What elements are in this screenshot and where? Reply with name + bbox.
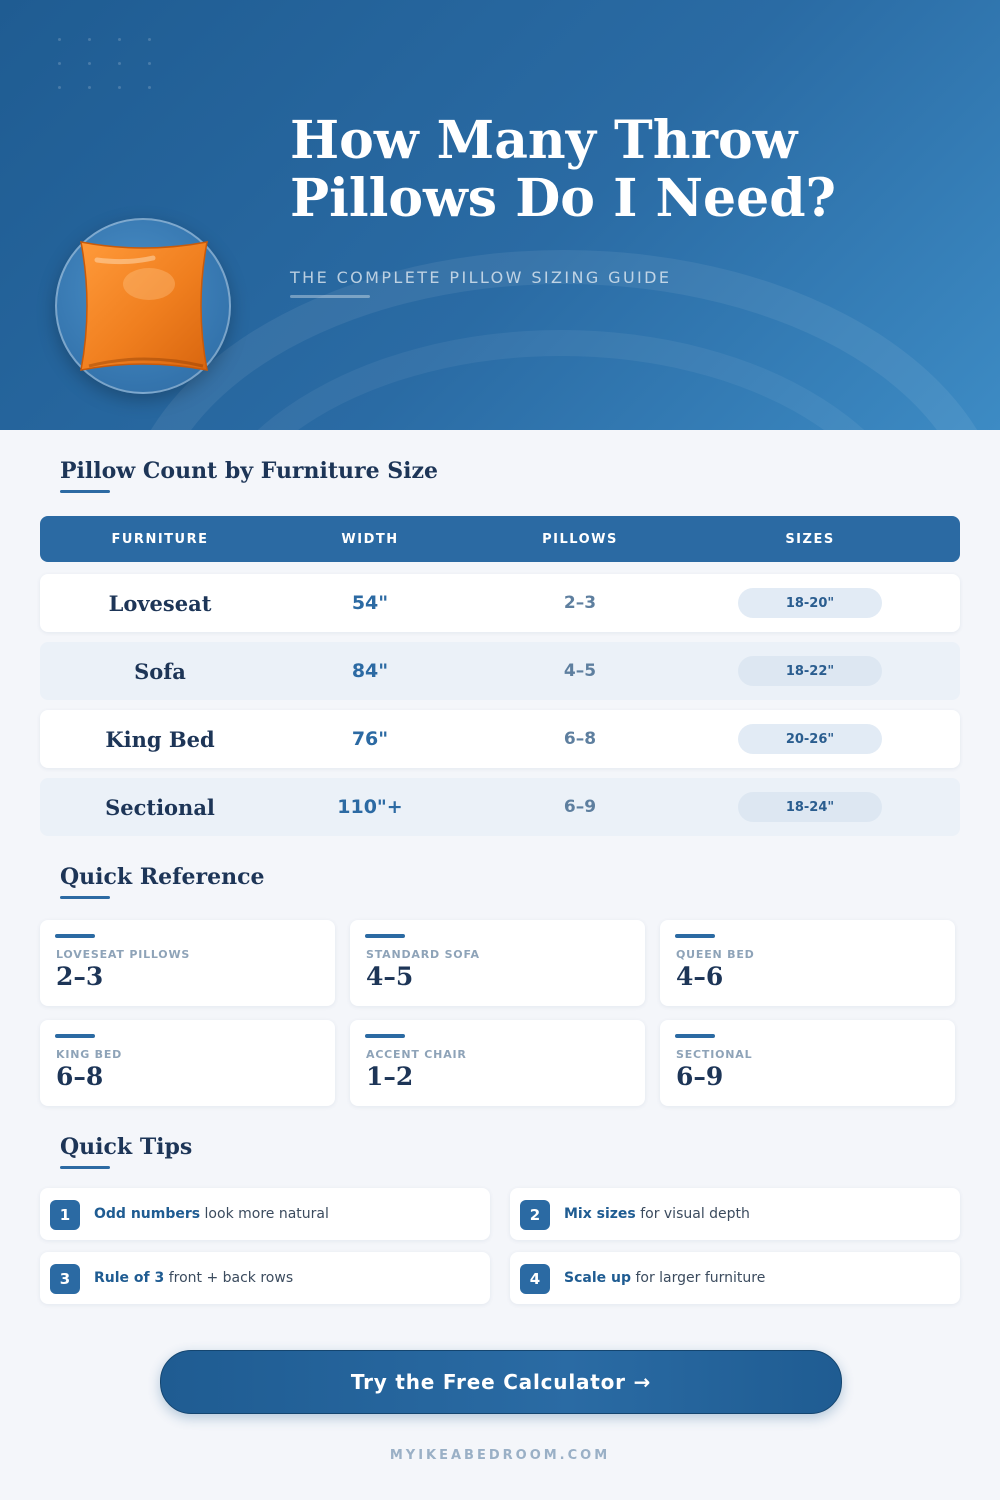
- card-accent-bar: [365, 1034, 405, 1038]
- size-badge: 18-20": [738, 588, 882, 618]
- tip-description: for larger furniture: [631, 1270, 766, 1286]
- furniture-width: 54": [351, 592, 389, 614]
- card-accent-bar: [55, 1034, 95, 1038]
- pillow-count: 2–3: [563, 593, 597, 613]
- reference-label: SECTIONAL: [676, 1048, 753, 1061]
- tip-number-badge: 4: [520, 1264, 550, 1294]
- table-row: [40, 778, 960, 836]
- tip-text: [94, 1188, 329, 1240]
- tip-emphasis: Odd numbers: [94, 1206, 201, 1222]
- reference-value: 6–9: [676, 1062, 724, 1091]
- card-accent-bar: [675, 1034, 715, 1038]
- reference-card: [350, 920, 645, 1006]
- title-line-1: How Many Throw: [290, 110, 798, 171]
- footer-site-link[interactable]: MYIKEABEDROOM.COM: [389, 1448, 611, 1463]
- pillow-count: 6–8: [563, 729, 597, 749]
- reference-label: QUEEN BED: [676, 948, 755, 961]
- reference-card: [40, 1020, 335, 1106]
- reference-card: [40, 920, 335, 1006]
- page-title: [290, 112, 930, 228]
- tip-number-badge: 2: [520, 1200, 550, 1230]
- card-accent-bar: [365, 934, 405, 938]
- section-underline: [60, 896, 110, 899]
- page-subtitle: THE COMPLETE PILLOW SIZING GUIDE: [290, 268, 672, 287]
- reference-value: 4–6: [676, 962, 724, 991]
- column-header-width: WIDTH: [341, 531, 399, 547]
- pillow-illustration: [55, 218, 231, 394]
- tip-text: [94, 1252, 293, 1304]
- tip-card: [510, 1188, 960, 1240]
- quick-reference-title: Quick Reference: [60, 864, 265, 890]
- free-calculator-button[interactable]: Try the Free Calculator →: [160, 1350, 842, 1414]
- tip-card: [40, 1188, 490, 1240]
- furniture-name: King Bed: [105, 726, 215, 752]
- reference-card: [660, 920, 955, 1006]
- column-header-pillows: PILLOWS: [542, 531, 618, 547]
- table-header: [40, 516, 960, 562]
- tip-number-badge: 3: [50, 1264, 80, 1294]
- furniture-width: 110"+: [337, 796, 403, 818]
- reference-label: ACCENT CHAIR: [366, 1048, 467, 1061]
- card-accent-bar: [55, 934, 95, 938]
- table-row: [40, 642, 960, 700]
- size-badge: 18-24": [738, 792, 882, 822]
- reference-value: 1–2: [366, 1062, 414, 1091]
- tip-card: [510, 1252, 960, 1304]
- tip-text: [564, 1252, 765, 1304]
- furniture-name: Sectional: [105, 794, 215, 820]
- quick-tips-title: Quick Tips: [60, 1134, 193, 1160]
- tip-emphasis: Mix sizes: [564, 1206, 636, 1222]
- column-header-furniture: FURNITURE: [111, 531, 209, 547]
- tip-emphasis: Scale up: [564, 1270, 631, 1286]
- tip-emphasis: Rule of 3: [94, 1270, 165, 1286]
- table-row: [40, 574, 960, 632]
- reference-card: [660, 1020, 955, 1106]
- tip-number-badge: 1: [50, 1200, 80, 1230]
- table-row: [40, 710, 960, 768]
- tip-text: [564, 1188, 750, 1240]
- pillow-count: 6–9: [563, 797, 597, 817]
- furniture-name: Sofa: [134, 658, 186, 684]
- reference-label: KING BED: [56, 1048, 123, 1061]
- tip-description: look more natural: [200, 1206, 329, 1222]
- tip-card: [40, 1252, 490, 1304]
- furniture-width: 84": [351, 660, 389, 682]
- subtitle-underline: [290, 295, 370, 298]
- size-badge: 20-26": [738, 724, 882, 754]
- tip-description: for visual depth: [635, 1206, 750, 1222]
- reference-label: STANDARD SOFA: [366, 948, 480, 961]
- pillow-count: 4–5: [563, 661, 597, 681]
- furniture-name: Loveseat: [108, 590, 212, 616]
- reference-value: 2–3: [56, 962, 104, 991]
- section-underline: [60, 1166, 110, 1169]
- section-underline: [60, 490, 110, 493]
- tip-description: front + back rows: [164, 1270, 294, 1286]
- furniture-width: 76": [351, 728, 389, 750]
- column-header-sizes: SIZES: [785, 531, 835, 547]
- card-accent-bar: [675, 934, 715, 938]
- reference-card: [350, 1020, 645, 1106]
- throw-pillow-icon: [57, 220, 229, 392]
- reference-label: LOVESEAT PILLOWS: [56, 948, 191, 961]
- reference-value: 6–8: [56, 1062, 104, 1091]
- reference-value: 4–5: [366, 962, 414, 991]
- furniture-section-title: Pillow Count by Furniture Size: [60, 458, 439, 484]
- decorative-dot-grid: [58, 38, 168, 98]
- title-line-2: Pillows Do I Need?: [290, 168, 837, 229]
- size-badge: 18-22": [738, 656, 882, 686]
- hero-banner: [0, 0, 1000, 430]
